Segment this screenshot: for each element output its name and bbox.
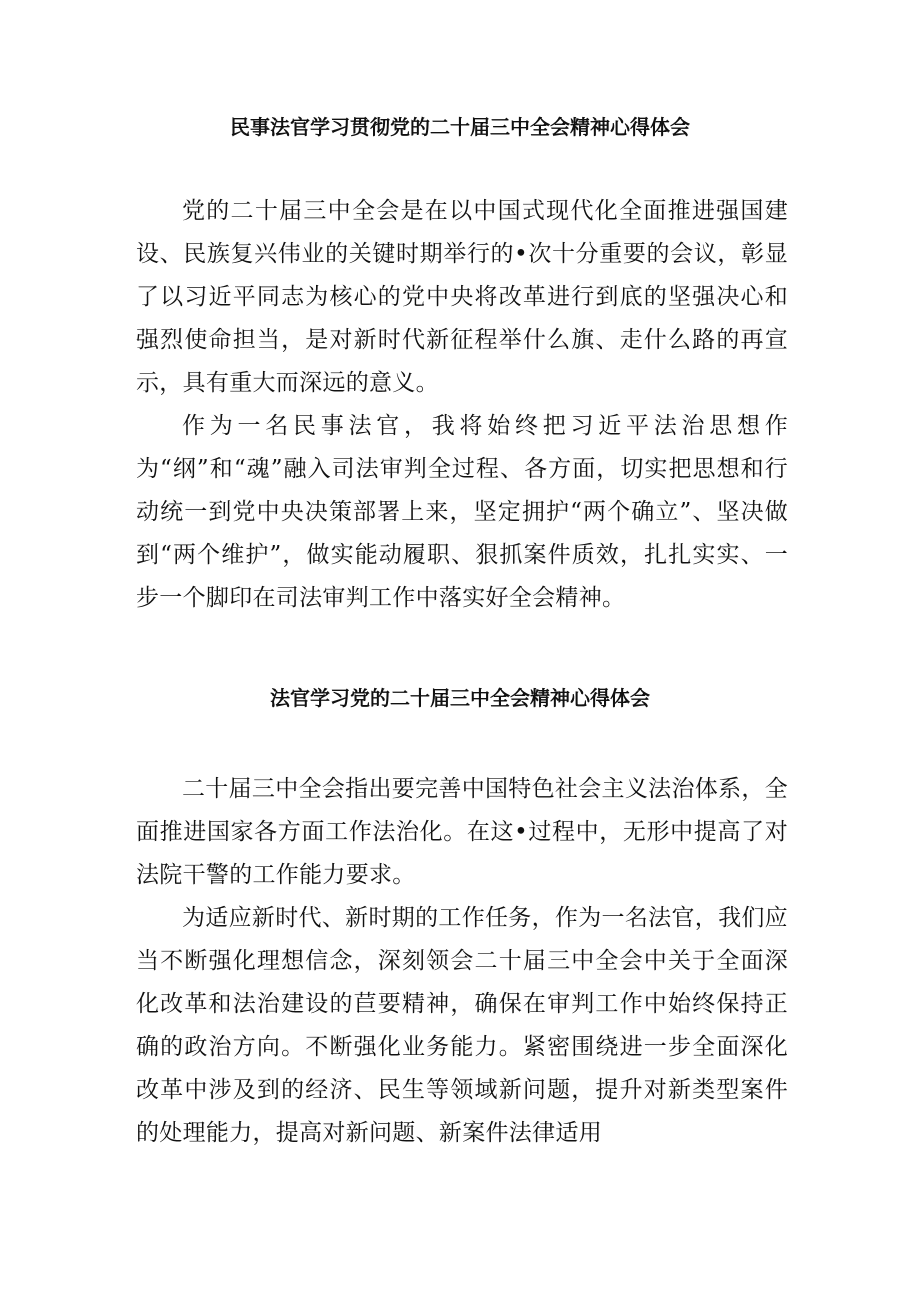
section-1-title: 民事法官学习贯彻党的二十届三中全会精神心得体会 <box>230 115 690 139</box>
section-1-paragraph-1: 党的二十届三中全会是在以中国式现代化全面推进强国建设、民族复兴伟业的关键时期举行的•次十分重要的会议，彰显了以习近平同志为核心的党中央将改革进行到底的坚强决心和强烈使命担当，是对新时代新征程举什么旗、走什么路的再宣示，具有重大而深远的意义。 <box>136 198 788 396</box>
section-1-paragraph-2: 作为一名民事法官，我将始终把习近平法治思想作为“纲”和“魂”融入司法审判全过程、各方面，切实把思想和行动统一到党中央决策部署上来，坚定拥护“两个确立”、坚决做到“两个维护”，做实能动履职、狠抓案件质效，扎扎实实、一步一个脚印在司法审判工作中落实好全会精神。 <box>136 413 788 611</box>
section-2-paragraph-1: 二十届三中全会指出要完善中国特色社会主义法治体系，全面推进国家各方面工作法治化。在这•过程中，无形中提高了对法院干警的工作能力要求。 <box>136 776 788 888</box>
section-2-body <box>136 768 788 1155</box>
section-2-paragraph-2: 为适应新时代、新时期的工作任务，作为一名法官，我们应当不断强化理想信念，深刻领会二十届三中全会中关于全面深化改革和法治建设的苣要精神，确保在审判工作中始终保持正确的政治方向。不断强化业务能力。紧密围绕进一步全面深化改革中涉及到的经济、民生等领域新问题，提升对新类型案件的处理能力，提高对新问题、新案件法律适用 <box>136 905 788 1146</box>
section-1-body <box>136 190 788 620</box>
section-2-title: 法官学习党的二十届三中全会精神心得体会 <box>270 686 650 710</box>
